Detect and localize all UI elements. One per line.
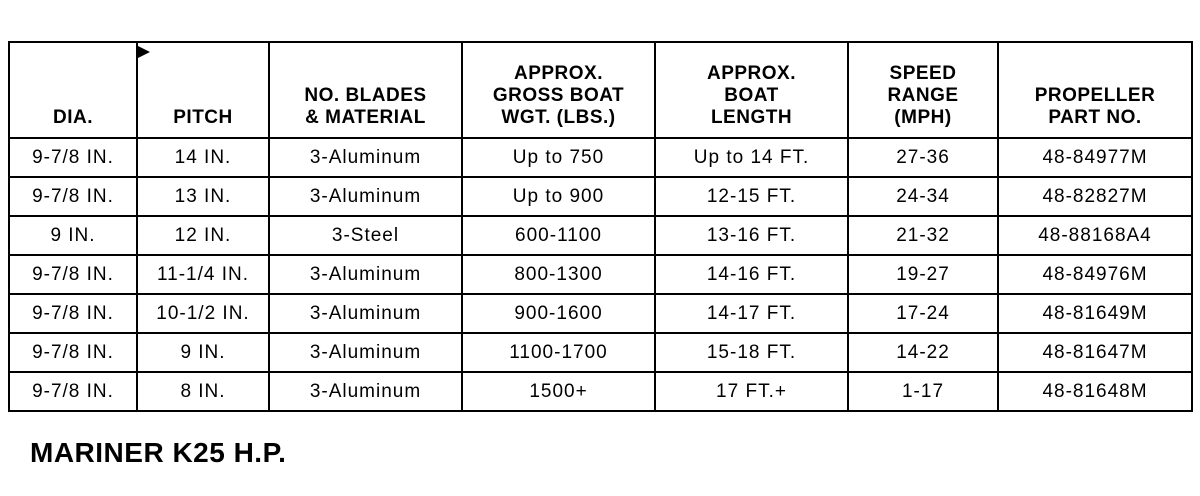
- table-cell-speed-range: 14-22: [848, 333, 998, 372]
- table-cell-boat-length: 13-16 FT.: [655, 216, 848, 255]
- column-header-line: PITCH: [173, 107, 233, 128]
- table-cell-pitch: 13 IN.: [137, 177, 269, 216]
- table-cell-speed-range: 1-17: [848, 372, 998, 411]
- column-header-line: PART NO.: [1048, 107, 1142, 128]
- table-body: [9, 138, 1192, 411]
- table-cell-speed-range: 21-32: [848, 216, 998, 255]
- column-header-line: & MATERIAL: [305, 107, 426, 128]
- table-cell-boat-length: 15-18 FT.: [655, 333, 848, 372]
- column-header-blades-material: [269, 42, 462, 138]
- table-row: [9, 333, 1192, 372]
- column-header-line: NO. BLADES: [304, 85, 427, 106]
- table-cell-speed-range: 19-27: [848, 255, 998, 294]
- table-cell-pitch: 11-1/4 IN.: [137, 255, 269, 294]
- table-cell-speed-range: 17-24: [848, 294, 998, 333]
- table-cell-pitch: 14 IN.: [137, 138, 269, 177]
- column-header-line: BOAT: [724, 85, 779, 106]
- table-cell-dia: 9-7/8 IN.: [9, 372, 137, 411]
- column-header-dia: [9, 42, 137, 138]
- table-cell-blades-material: 3-Aluminum: [269, 294, 462, 333]
- table-row: [9, 294, 1192, 333]
- table-cell-blades-material: 3-Aluminum: [269, 255, 462, 294]
- column-header-gross-boat-weight: [462, 42, 655, 138]
- table-row: [9, 216, 1192, 255]
- table-cell-part-no: 48-81647M: [998, 333, 1192, 372]
- table-cell-dia: 9-7/8 IN.: [9, 177, 137, 216]
- column-header-line: PROPELLER: [1034, 85, 1156, 106]
- table-cell-pitch: 12 IN.: [137, 216, 269, 255]
- column-header-speed-range: [848, 42, 998, 138]
- table-cell-speed-range: 27-36: [848, 138, 998, 177]
- column-header-line: APPROX.: [513, 63, 604, 84]
- table-cell-part-no: 48-84976M: [998, 255, 1192, 294]
- table-cell-blades-material: 3-Aluminum: [269, 138, 462, 177]
- table-cell-pitch: 9 IN.: [137, 333, 269, 372]
- table-cell-boat-length: 14-16 FT.: [655, 255, 848, 294]
- table-cell-dia: 9-7/8 IN.: [9, 333, 137, 372]
- column-header-pitch: [137, 42, 269, 138]
- propeller-table: [8, 41, 1193, 412]
- column-header-line: RANGE: [887, 85, 959, 106]
- table-cell-gross-boat-weight: 800-1300: [462, 255, 655, 294]
- table-cell-part-no: 48-81648M: [998, 372, 1192, 411]
- table-cell-pitch: 8 IN.: [137, 372, 269, 411]
- table-cell-part-no: 48-84977M: [998, 138, 1192, 177]
- table-cell-gross-boat-weight: Up to 750: [462, 138, 655, 177]
- column-header-line: SPEED: [889, 63, 957, 84]
- table-row: [9, 372, 1192, 411]
- table-cell-part-no: 48-81649M: [998, 294, 1192, 333]
- table-row: [9, 138, 1192, 177]
- table-cell-part-no: 48-88168A4: [998, 216, 1192, 255]
- table-cell-blades-material: 3-Steel: [269, 216, 462, 255]
- column-header-line: (MPH): [894, 107, 952, 128]
- table-cell-boat-length: 14-17 FT.: [655, 294, 848, 333]
- table-cell-blades-material: 3-Aluminum: [269, 177, 462, 216]
- table-cell-gross-boat-weight: 1100-1700: [462, 333, 655, 372]
- table-cell-gross-boat-weight: 600-1100: [462, 216, 655, 255]
- table-header-row: [9, 42, 1192, 138]
- table-row: [9, 177, 1192, 216]
- table-cell-gross-boat-weight: Up to 900: [462, 177, 655, 216]
- footer-title: MARINER K25 H.P.: [30, 437, 287, 468]
- column-header-boat-length: [655, 42, 848, 138]
- table-row: [9, 255, 1192, 294]
- table-cell-gross-boat-weight: 1500+: [462, 372, 655, 411]
- table-cell-boat-length: 17 FT.+: [655, 372, 848, 411]
- column-header-line: APPROX.: [706, 63, 797, 84]
- table-cell-dia: 9-7/8 IN.: [9, 294, 137, 333]
- table-cell-dia: 9-7/8 IN.: [9, 255, 137, 294]
- table-cell-boat-length: 12-15 FT.: [655, 177, 848, 216]
- column-header-line: LENGTH: [710, 107, 793, 128]
- table-cell-dia: 9 IN.: [9, 216, 137, 255]
- table-cell-pitch: 10-1/2 IN.: [137, 294, 269, 333]
- column-header-part-no: [998, 42, 1192, 138]
- column-header-line: WGT. (LBS.): [501, 107, 616, 128]
- column-header-line: DIA.: [53, 107, 93, 128]
- table-cell-blades-material: 3-Aluminum: [269, 372, 462, 411]
- column-header-line: GROSS BOAT: [492, 85, 625, 106]
- table-cell-dia: 9-7/8 IN.: [9, 138, 137, 177]
- table-cell-boat-length: Up to 14 FT.: [655, 138, 848, 177]
- table-cell-blades-material: 3-Aluminum: [269, 333, 462, 372]
- table-cell-speed-range: 24-34: [848, 177, 998, 216]
- table-cell-gross-boat-weight: 900-1600: [462, 294, 655, 333]
- table-cell-part-no: 48-82827M: [998, 177, 1192, 216]
